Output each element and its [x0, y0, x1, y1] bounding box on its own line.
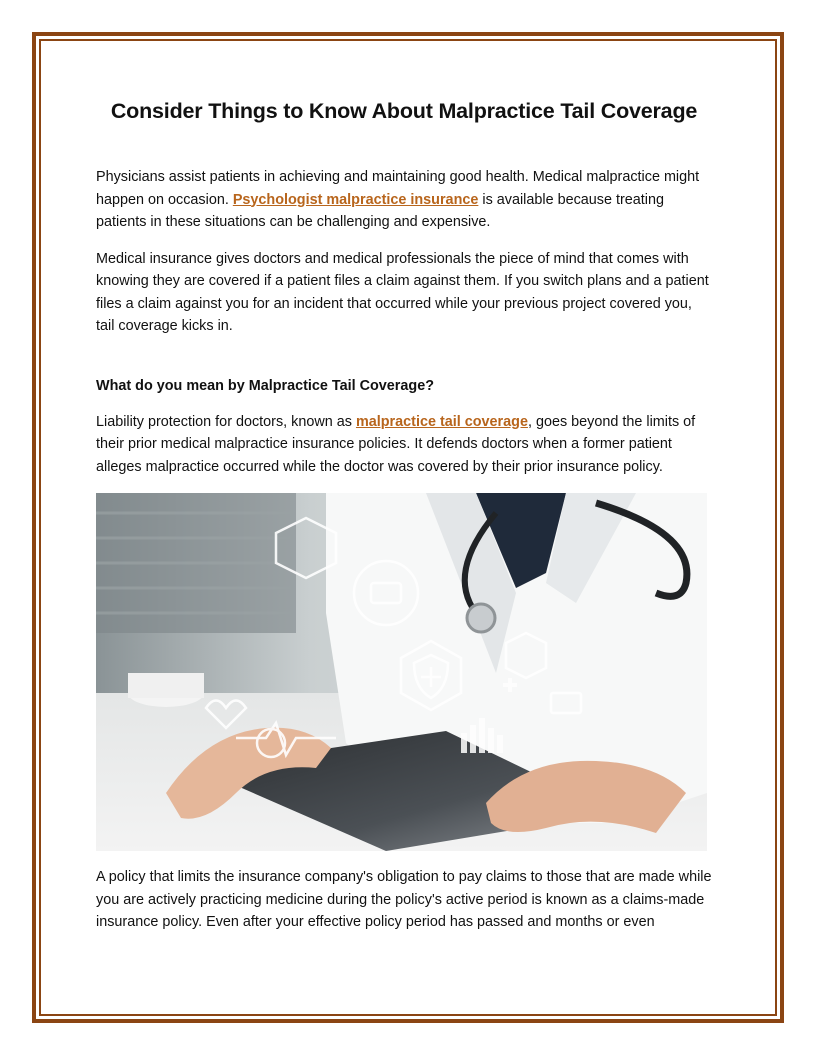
paragraph-intro — [96, 166, 712, 234]
paragraph-insurance: Medical insurance gives doctors and medical professionals the piece of mind that comes with knowing they are covered if a patient files a claim against them. If you switch plans and a patient files a claim against you for an incident that occurred while your previous project covered you, tail coverage kicks in. — [96, 250, 709, 334]
paragraph-claims-made: A policy that limits the insurance company's obligation to pay claims to those that are made while you are actively practicing medicine during the policy's active period is known as a claims-made insurance policy. Even after your effective policy period has passed and months or even — [96, 869, 712, 930]
tail-coverage-link[interactable]: malpractice tail coverage — [355, 413, 528, 430]
paragraph-definition — [96, 411, 712, 479]
paragraph-definition-text-end: , goes beyond the limits of their prior medical malpractice insurance policies. It defends doctors when a former patient alleges malpractice occurred while the doctor was covered by their prior insurance policy. — [96, 413, 696, 475]
page-title: Consider Things to Know About Malpractice Tail Coverage — [110, 99, 698, 123]
section-heading: What do you mean by Malpractice Tail Coverage? — [96, 377, 434, 394]
doctor-tablet-photo — [96, 493, 707, 851]
document-body — [96, 96, 712, 934]
paragraph-definition-text-start: Liability protection for doctors, known as — [96, 413, 356, 430]
paragraph-intro-text-start: Physicians assist patients in achieving and maintaining good health. Medical malpractice might happen on occasion. — [96, 169, 700, 208]
psychologist-insurance-link[interactable]: Psychologist malpractice insurance — [232, 191, 479, 208]
paragraph-intro-text-end: is available because treating patients in these situations can be challenging and expensive. — [96, 191, 664, 230]
